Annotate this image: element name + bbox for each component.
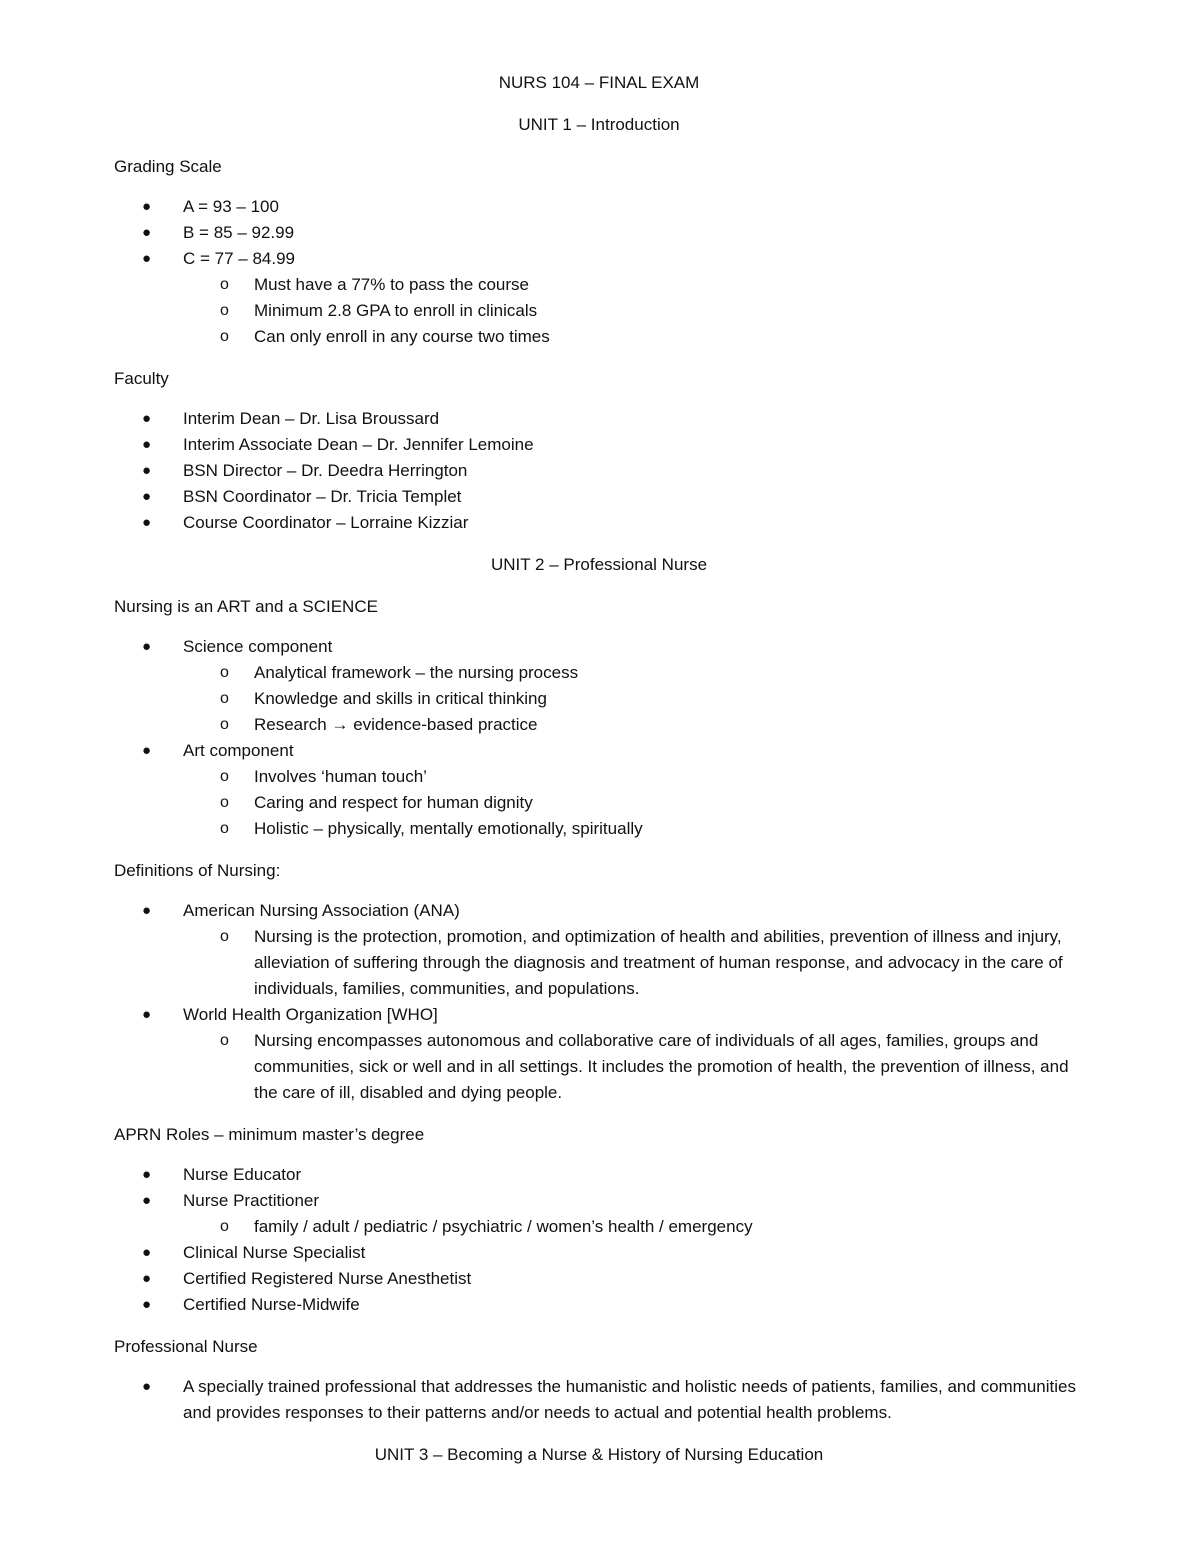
sub-bullet-icon: o: [220, 664, 229, 681]
list-item: ● World Health Organization [WHO] o Nursing encompasses autonomous and collaborative care of individuals of all ages, families, groups and communities, sick or well and in all settings. It includes the promotion of health, the prevention of illness, and the care of ill, disabled and dying people.: [114, 1002, 1084, 1106]
list-item: ● Certified Registered Nurse Anesthetist: [114, 1266, 1084, 1292]
sub-bullet-icon: o: [220, 768, 229, 785]
sub-list: [183, 1028, 1084, 1106]
sub-list: [183, 764, 1084, 842]
sub-bullet-icon: o: [220, 820, 229, 837]
aprn-list: [114, 1162, 1084, 1318]
bullet-icon: ●: [142, 1378, 152, 1395]
sub-bullet-icon: o: [220, 794, 229, 811]
sub-list-item: o Analytical framework – the nursing process: [114, 660, 1084, 686]
sub-list-item: o Knowledge and skills in critical thinking: [114, 686, 1084, 712]
list-item: ● Course Coordinator – Lorraine Kizziar: [114, 510, 1084, 536]
faculty-list: [114, 406, 1084, 536]
list-item: ● Nurse Practitioner o family / adult / pediatric / psychiatric / women’s health / emergency: [114, 1188, 1084, 1240]
sub-list-item: o Research → evidence-based practice: [114, 712, 1084, 738]
bullet-icon: ●: [142, 1166, 152, 1183]
sub-bullet-icon: o: [220, 690, 229, 707]
art-science-list: [114, 634, 1084, 842]
list-item: ● BSN Coordinator – Dr. Tricia Templet: [114, 484, 1084, 510]
bullet-icon: ●: [142, 488, 152, 505]
sub-list-item: o Must have a 77% to pass the course: [114, 272, 1084, 298]
grading-scale-list: [114, 194, 1084, 350]
sub-bullet-icon: o: [220, 276, 229, 293]
list-item: ● Nurse Educator: [114, 1162, 1084, 1188]
sub-list-item: o family / adult / pediatric / psychiatric / women’s health / emergency: [114, 1214, 1084, 1240]
sub-list-item: o Holistic – physically, mentally emotionally, spiritually: [114, 816, 1084, 842]
list-item: ● B = 85 – 92.99: [114, 220, 1084, 246]
bullet-icon: ●: [142, 410, 152, 427]
sub-bullet-icon: o: [220, 1218, 229, 1235]
sub-list: [183, 660, 1084, 738]
sub-list: [183, 924, 1084, 1002]
unit-1-heading: UNIT 1 – Introduction: [518, 115, 680, 134]
sub-list-item: o Nursing encompasses autonomous and collaborative care of individuals of all ages, families, groups and communities, sick or well and in all settings. It includes the promotion of health, the prevention of illness, and the care of ill, disabled and dying people.: [114, 1028, 1084, 1106]
list-item: ● Certified Nurse-Midwife: [114, 1292, 1084, 1318]
sub-bullet-icon: o: [220, 1032, 229, 1049]
bullet-icon: ●: [142, 742, 152, 759]
sub-list-item: o Involves ‘human touch’: [114, 764, 1084, 790]
bullet-icon: ●: [142, 1244, 152, 1261]
list-item: ● Interim Dean – Dr. Lisa Broussard: [114, 406, 1084, 432]
list-item: ● C = 77 – 84.99 o Must have a 77% to pass the course o Minimum 2.8 GPA to enroll in clinicals o Can only enroll in any course two times: [114, 246, 1084, 350]
bullet-icon: ●: [142, 1270, 152, 1287]
list-item: ● BSN Director – Dr. Deedra Herrington: [114, 458, 1084, 484]
list-item: ● A specially trained professional that addresses the humanistic and holistic needs of patients, families, and communities and provides responses to their patterns and/or needs to actual and potential health problems.: [114, 1374, 1084, 1426]
sub-bullet-icon: o: [220, 928, 229, 945]
sub-list: [183, 1214, 1084, 1240]
sub-list: [183, 272, 1084, 350]
professional-nurse-list: [114, 1374, 1084, 1426]
definitions-list: [114, 898, 1084, 1106]
bullet-icon: ●: [142, 1006, 152, 1023]
list-item: ● Art component o Involves ‘human touch’ o Caring and respect for human dignity o Holistic – physically, mentally emotionally, spiritually: [114, 738, 1084, 842]
sub-list-item: o Caring and respect for human dignity: [114, 790, 1084, 816]
bullet-icon: ●: [142, 250, 152, 267]
sub-list-item: o Can only enroll in any course two times: [114, 324, 1084, 350]
bullet-icon: ●: [142, 514, 152, 531]
professional-nurse-heading: Professional Nurse: [114, 1337, 258, 1356]
sub-list-item: o Minimum 2.8 GPA to enroll in clinicals: [114, 298, 1084, 324]
grading-scale-heading: Grading Scale: [114, 157, 222, 176]
bullet-icon: ●: [142, 1192, 152, 1209]
bullet-icon: ●: [142, 224, 152, 241]
art-science-heading: Nursing is an ART and a SCIENCE: [114, 597, 378, 616]
bullet-icon: ●: [142, 638, 152, 655]
sub-bullet-icon: o: [220, 716, 229, 733]
sub-bullet-icon: o: [220, 328, 229, 345]
list-item: ● Interim Associate Dean – Dr. Jennifer Lemoine: [114, 432, 1084, 458]
list-item: ● A = 93 – 100: [114, 194, 1084, 220]
document-title: NURS 104 – FINAL EXAM: [498, 73, 700, 92]
bullet-icon: ●: [142, 462, 152, 479]
bullet-icon: ●: [142, 1296, 152, 1313]
list-item: ● Science component o Analytical framework – the nursing process o Knowledge and skills in critical thinking o Research → evidence-based practice: [114, 634, 1084, 738]
bullet-icon: ●: [142, 198, 152, 215]
bullet-icon: ●: [142, 436, 152, 453]
document-page: [114, 70, 1084, 1484]
unit-2-heading: UNIT 2 – Professional Nurse: [490, 555, 708, 574]
list-item: ● Clinical Nurse Specialist: [114, 1240, 1084, 1266]
sub-list-item: o Nursing is the protection, promotion, and optimization of health and abilities, prevention of illness and injury, alleviation of suffering through the diagnosis and treatment of human response, and advocacy in the care of individuals, families, communities, and populations.: [114, 924, 1084, 1002]
aprn-heading: APRN Roles – minimum master’s degree: [114, 1125, 425, 1144]
definitions-heading: Definitions of Nursing:: [114, 861, 281, 880]
sub-bullet-icon: o: [220, 302, 229, 319]
faculty-heading: Faculty: [114, 369, 169, 388]
bullet-icon: ●: [142, 902, 152, 919]
unit-3-heading: UNIT 3 – Becoming a Nurse & History of Nursing Education: [374, 1445, 824, 1464]
list-item: ● American Nursing Association (ANA) o Nursing is the protection, promotion, and optimization of health and abilities, prevention of illness and injury, alleviation of suffering through the diagnosis and treatment of human response, and advocacy in the care of individuals, families, communities, and populations.: [114, 898, 1084, 1002]
